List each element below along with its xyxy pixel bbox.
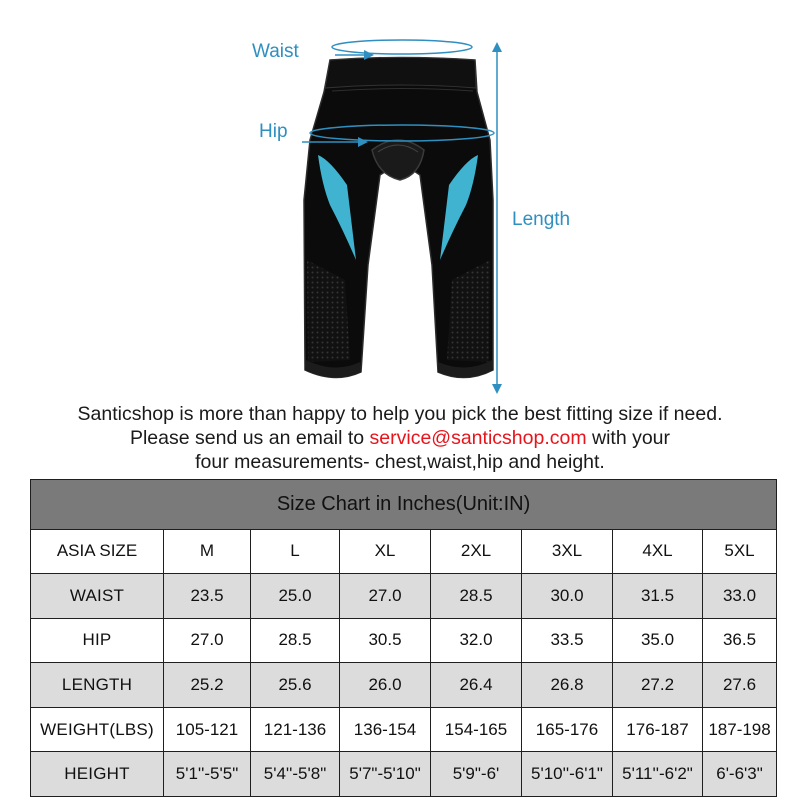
header-cell: ASIA SIZE — [31, 529, 164, 574]
table-cell: 25.2 — [164, 663, 251, 708]
header-cell: L — [251, 529, 340, 574]
row-label: HEIGHT — [31, 752, 164, 797]
table-row-hip — [31, 618, 777, 663]
table-cell: 27.0 — [164, 618, 251, 663]
header-cell: 4XL — [613, 529, 703, 574]
table-cell: 25.6 — [251, 663, 340, 708]
pants-shape — [304, 58, 493, 378]
message-line-2-before: Please send us an email to — [129, 427, 370, 449]
waist-label: Waist — [252, 41, 299, 62]
row-label: LENGTH — [31, 663, 164, 708]
length-label: Length — [512, 209, 571, 230]
table-cell: 27.2 — [613, 663, 703, 708]
size-chart-title: Size Chart in Inches(Unit:IN) — [31, 480, 777, 530]
table-cell: 121-136 — [251, 707, 340, 752]
table-cell: 27.6 — [703, 663, 777, 708]
size-chart-table — [30, 479, 777, 797]
message-line-2 — [0, 426, 800, 450]
table-cell: 5'10''-6'1" — [522, 752, 613, 797]
table-cell: 30.0 — [522, 574, 613, 619]
table-cell: 26.4 — [431, 663, 522, 708]
table-cell: 5'9"-6' — [431, 752, 522, 797]
row-label: WEIGHT(LBS) — [31, 707, 164, 752]
table-cell: 26.0 — [340, 663, 431, 708]
row-label: WAIST — [31, 574, 164, 619]
table-cell: 5'1''-5'5" — [164, 752, 251, 797]
hip-label: Hip — [259, 121, 288, 142]
table-cell: 30.5 — [340, 618, 431, 663]
table-cell: 176-187 — [613, 707, 703, 752]
header-cell: XL — [340, 529, 431, 574]
table-cell: 35.0 — [613, 618, 703, 663]
header-cell: 5XL — [703, 529, 777, 574]
message-line-3: four measurements- chest,waist,hip and height. — [195, 451, 605, 473]
table-row-weight — [31, 707, 777, 752]
header-cell: 3XL — [522, 529, 613, 574]
table-cell: 31.5 — [613, 574, 703, 619]
table-cell: 28.5 — [431, 574, 522, 619]
table-row-height — [31, 752, 777, 797]
table-cell: 165-176 — [522, 707, 613, 752]
table-cell: 33.5 — [522, 618, 613, 663]
table-row-waist — [31, 574, 777, 619]
table-cell: 28.5 — [251, 618, 340, 663]
table-cell: 154-165 — [431, 707, 522, 752]
header-cell: 2XL — [431, 529, 522, 574]
table-cell: 5'4''-5'8" — [251, 752, 340, 797]
help-message — [0, 402, 800, 474]
table-row-length — [31, 663, 777, 708]
table-cell: 5'7"-5'10" — [340, 752, 431, 797]
message-line-2-after: with your — [586, 427, 671, 449]
size-header-row — [31, 529, 777, 574]
table-cell: 33.0 — [703, 574, 777, 619]
waist-arrow — [332, 40, 472, 55]
table-cell: 5'11''-6'2" — [613, 752, 703, 797]
table-cell: 25.0 — [251, 574, 340, 619]
table-cell: 105-121 — [164, 707, 251, 752]
support-email: service@santicshop.com — [369, 427, 587, 449]
table-cell: 6'-6'3" — [703, 752, 777, 797]
table-cell: 26.8 — [522, 663, 613, 708]
table-cell: 36.5 — [703, 618, 777, 663]
row-label: HIP — [31, 618, 164, 663]
message-line-1: Santicshop is more than happy to help you pick the best fitting size if need. — [77, 403, 723, 425]
table-cell: 32.0 — [431, 618, 522, 663]
table-cell: 136-154 — [340, 707, 431, 752]
table-cell: 23.5 — [164, 574, 251, 619]
header-cell: M — [164, 529, 251, 574]
table-cell: 27.0 — [340, 574, 431, 619]
table-cell: 187-198 — [703, 707, 777, 752]
